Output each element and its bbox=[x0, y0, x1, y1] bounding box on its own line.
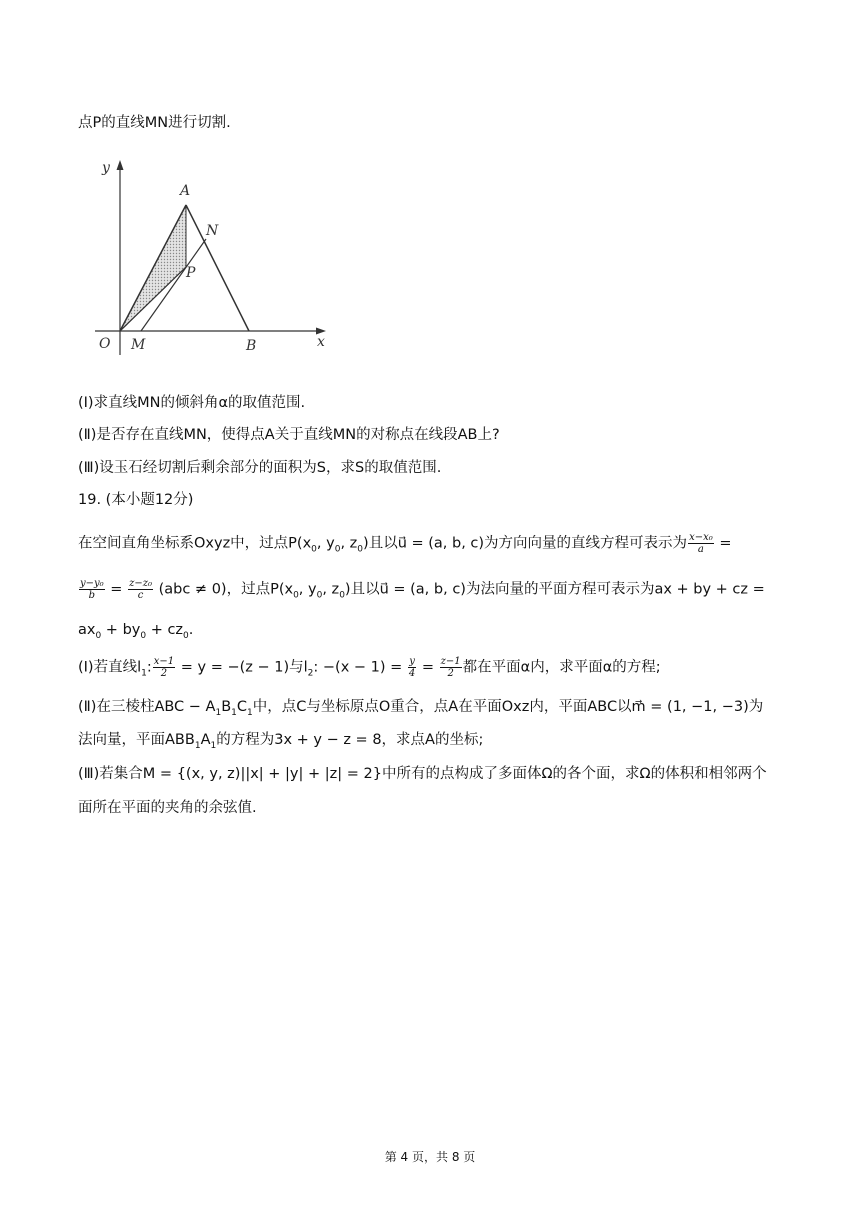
question-2: (Ⅱ)是否存在直线MN，使得点A关于直线MN的对称点在线段AB上? bbox=[78, 427, 500, 443]
fraction-numerator: y bbox=[409, 656, 415, 667]
fraction-numerator: z−1 bbox=[440, 656, 461, 667]
label-P: P bbox=[186, 265, 196, 281]
intro-text: , z bbox=[322, 581, 340, 598]
fraction-numerator: y−y₀ bbox=[80, 578, 104, 589]
sub-question-2-line-2 bbox=[78, 730, 483, 756]
question-text: : −(x − 1) = bbox=[313, 659, 407, 676]
subscript: 1 bbox=[194, 740, 201, 751]
intro-text: + by bbox=[101, 622, 141, 638]
subscript: 0 bbox=[183, 630, 189, 641]
subscript: 0 bbox=[311, 544, 317, 555]
question-text: 都在平面α内，求平面α的方程; bbox=[462, 659, 661, 676]
subscript: 1 bbox=[141, 668, 147, 679]
intro-line-3 bbox=[78, 620, 193, 646]
intro-text: (abc ≠ 0)，过点P(x bbox=[154, 581, 294, 598]
sub-question-3-line-1: (Ⅲ)若集合M = {(x, y, z)||x| + |y| + |z| = 2}中所有的点构成了多面体Ω的各个面，求Ω的体积和相邻两个 bbox=[78, 766, 767, 782]
fraction bbox=[688, 532, 714, 555]
question-text: B bbox=[221, 699, 232, 715]
fraction bbox=[79, 578, 105, 601]
subscript: 0 bbox=[140, 630, 147, 641]
subscript: 0 bbox=[316, 590, 323, 601]
question-text: (Ⅱ)在三棱柱ABC − A bbox=[78, 699, 216, 715]
question-text: 法向量，平面ABB bbox=[78, 732, 195, 748]
subscript: 0 bbox=[95, 630, 102, 641]
sub-question-1 bbox=[78, 656, 661, 683]
fraction-denominator: 2 bbox=[160, 668, 168, 679]
subscript: 1 bbox=[210, 740, 217, 751]
fraction-numerator: x−1 bbox=[153, 656, 175, 667]
intro-text: , z bbox=[340, 535, 358, 552]
fraction-denominator: a bbox=[697, 544, 704, 555]
label-x: x bbox=[317, 334, 325, 350]
fraction bbox=[440, 656, 462, 679]
fraction-denominator: 2 bbox=[447, 668, 454, 679]
fraction bbox=[408, 656, 416, 679]
label-M: M bbox=[131, 337, 146, 353]
intro-line-1 bbox=[78, 532, 732, 559]
intro-text: = bbox=[714, 535, 732, 552]
subscript: 0 bbox=[357, 544, 364, 555]
intro-line-2: $\frac{\text{y−y₀}}{b}$ = $\frac{\text{z−z₀}}{c}$ (abc ≠ 0)，过点$P(x_0$, $y_0$, $z_0$)且以u⃗ = (a, b, c)为法向量的平面方程可表示为ax + by + cz = bbox=[80, 578, 765, 601]
question-text: 的方程为3x + y − z = 8，求点A的坐标; bbox=[216, 732, 484, 748]
intro-text: ax bbox=[78, 622, 96, 638]
text-line: 点P的直线MN进行切割. bbox=[78, 115, 231, 131]
question-text: = bbox=[417, 659, 439, 676]
intro-text: . bbox=[188, 622, 194, 638]
subscript: 0 bbox=[293, 590, 299, 601]
page-footer: 第 4 页，共 8 页 bbox=[384, 1150, 476, 1164]
fraction-numerator: z−z₀ bbox=[129, 578, 152, 589]
label-O: O bbox=[99, 336, 111, 352]
subscript: 2 bbox=[307, 668, 314, 679]
question-text: = y = −(z − 1)与l bbox=[176, 659, 308, 676]
intro-text: , y bbox=[298, 581, 317, 598]
question-text: A bbox=[200, 732, 211, 748]
sub-question-3-line-2: 面所在平面的夹角的余弦值. bbox=[78, 800, 257, 816]
fraction bbox=[128, 578, 153, 601]
intro-text: , y bbox=[316, 535, 335, 552]
fraction bbox=[153, 656, 175, 679]
question-3: (Ⅲ)设玉石经切割后剩余部分的面积为S，求S的取值范围. bbox=[78, 460, 442, 476]
intro-text: + cz bbox=[146, 622, 184, 638]
y-axis-arrow bbox=[117, 160, 124, 170]
subscript: 0 bbox=[339, 590, 345, 601]
question-text: C bbox=[236, 699, 248, 715]
label-B: B bbox=[246, 338, 257, 354]
label-A: A bbox=[180, 183, 191, 199]
fraction-denominator: b bbox=[88, 590, 96, 601]
question-1: (Ⅰ)求直线MN的倾斜角α的取值范围. bbox=[78, 395, 306, 411]
subscript: 0 bbox=[334, 544, 341, 555]
question-text: 中，点C与坐标原点O重合，点A在平面Oxz内，平面ABC以m⃗ = (1, −1, −3)为 bbox=[252, 699, 764, 715]
subscript: 1 bbox=[247, 707, 253, 718]
label-N: N bbox=[206, 223, 219, 239]
intro-text: )且以u⃗ = (a, b, c)为法向量的平面方程可表示为ax + by + cz = bbox=[344, 581, 765, 598]
question-text: : bbox=[146, 659, 152, 676]
subscript: 1 bbox=[231, 707, 237, 718]
question-text: (Ⅰ)若直线l bbox=[78, 659, 142, 676]
intro-text: )且以u⃗ = (a, b, c)为方向向量的直线方程可表示为 bbox=[363, 535, 688, 552]
fraction-denominator: c bbox=[137, 590, 144, 601]
label-y: y bbox=[102, 160, 110, 176]
intro-text: 在空间直角坐标系Oxyz中，过点P(x bbox=[78, 535, 312, 552]
sub-question-2-line-1 bbox=[78, 697, 763, 723]
subscript: 1 bbox=[215, 707, 222, 718]
geometry-figure bbox=[85, 150, 335, 372]
problem-19-header: 19. (本小题12分) bbox=[78, 492, 194, 508]
fraction-numerator: x−x₀ bbox=[689, 532, 713, 543]
fraction-denominator: 4 bbox=[408, 668, 416, 679]
